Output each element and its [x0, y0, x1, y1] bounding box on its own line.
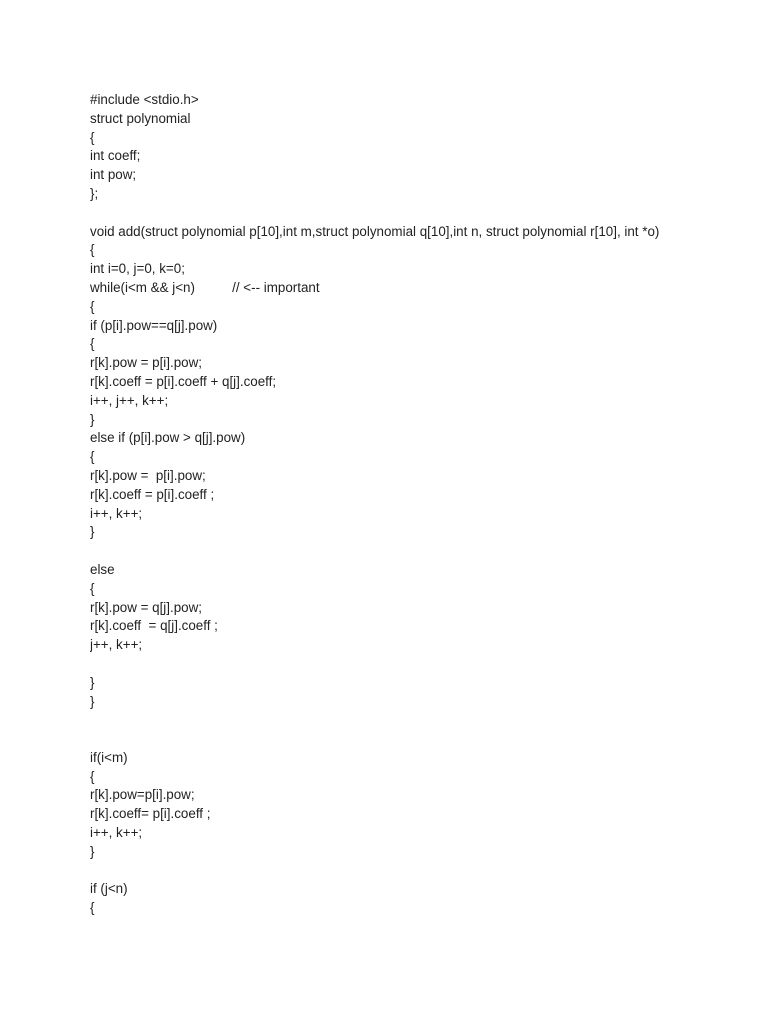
code-line: { [90, 449, 95, 465]
code-line: i++, k++; [90, 505, 143, 521]
code-line [90, 711, 750, 730]
code-line: } [90, 411, 95, 427]
code-line: int coeff; [90, 148, 141, 164]
code-line: r[k].pow=p[i].pow; [90, 787, 195, 803]
code-line: struct polynomial [90, 110, 191, 126]
code-line: void add(struct polynomial p[10],int m,struct polynomial q[10],int n, struct polynomial r[10], int *o) [90, 223, 660, 239]
code-line: { [90, 336, 95, 352]
code-line: i++, j++, k++; [90, 392, 169, 408]
code-line: { [90, 242, 95, 258]
code-line: } [90, 693, 95, 709]
code-line: else if (p[i].pow > q[j].pow) [90, 430, 246, 446]
code-listing [90, 91, 750, 918]
code-line [90, 862, 750, 881]
code-line: r[k].pow = p[i].pow; [90, 355, 203, 371]
code-line: int pow; [90, 167, 137, 183]
code-line [90, 204, 750, 223]
code-line: r[k].pow = q[j].pow; [90, 599, 203, 615]
code-line: #include <stdio.h> [90, 92, 199, 107]
code-line: { [90, 580, 95, 596]
code-line: if(i<m) [90, 749, 128, 765]
code-line: { [90, 298, 95, 314]
code-line: { [90, 129, 95, 145]
code-line: } [90, 843, 95, 859]
code-line: r[k].coeff = p[i].coeff ; [90, 486, 215, 502]
code-line: }; [90, 185, 99, 201]
code-line [90, 730, 750, 749]
code-line: r[k].coeff = p[i].coeff + q[j].coeff; [90, 373, 277, 389]
code-line: while(i<m && j<n) // <-- important [90, 279, 320, 295]
code-line: r[k].coeff= p[i].coeff ; [90, 806, 211, 822]
code-line [90, 542, 750, 561]
code-line: if (j<n) [90, 881, 128, 897]
code-line: i++, k++; [90, 825, 143, 841]
code-line: } [90, 524, 95, 540]
code-line [90, 655, 750, 674]
code-line: r[k].pow = p[i].pow; [90, 467, 206, 483]
code-line: r[k].coeff = q[j].coeff ; [90, 618, 218, 634]
code-line: { [90, 768, 95, 784]
code-line: j++, k++; [90, 637, 143, 653]
code-line: int i=0, j=0, k=0; [90, 261, 185, 277]
code-line: else [90, 561, 115, 577]
code-line: if (p[i].pow==q[j].pow) [90, 317, 218, 333]
code-line: } [90, 674, 95, 690]
code-line: { [90, 900, 95, 916]
